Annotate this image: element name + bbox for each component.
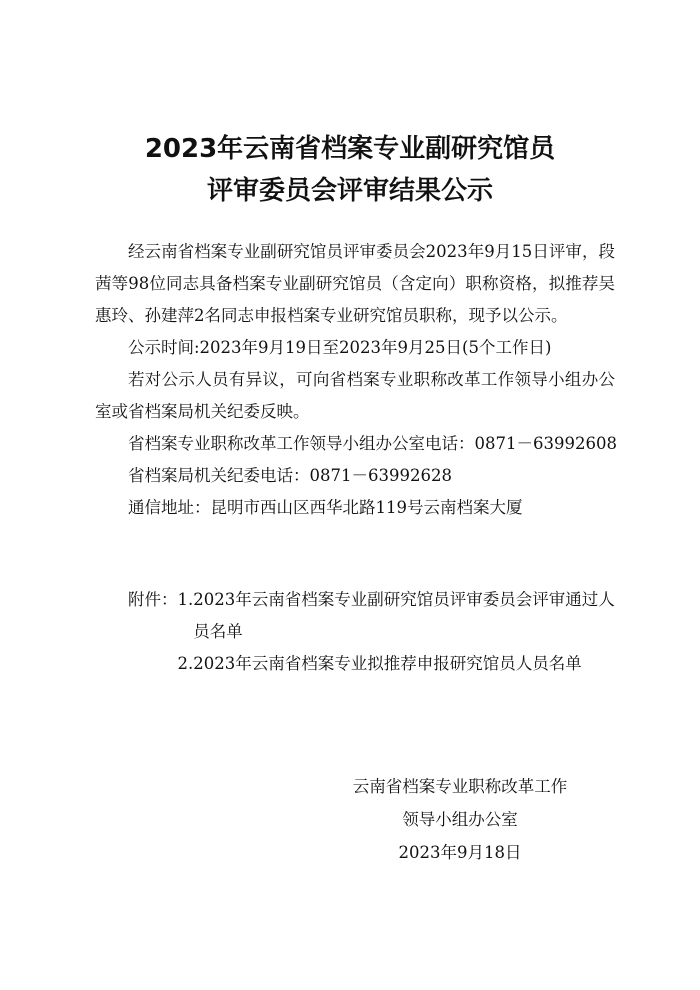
document-title	[0, 128, 700, 212]
signature-block	[320, 770, 600, 869]
attachment-number: 1.	[177, 590, 194, 609]
attachment-item	[178, 584, 616, 648]
attachment-item	[178, 648, 616, 680]
objection-paragraph: 若对公示人员有异议，可向省档案专业职称改革工作领导小组办公室或省档案局机关纪委反映。	[95, 370, 615, 421]
signature-org-line-2: 领导小组办公室	[402, 810, 518, 829]
attachments-list	[178, 584, 616, 680]
attachment-title: 2023年云南省档案专业拟推荐申报研究馆员人员名单	[193, 654, 582, 673]
discipline-phone: 省档案局机关纪委电话：0871－63992628	[128, 466, 452, 485]
document-body	[95, 236, 615, 524]
mailing-address: 通信地址：昆明市西山区西华北路119号云南档案大厦	[128, 498, 523, 517]
publicity-period: 公示时间:2023年9月19日至2023年9月25日(5个工作日)	[128, 338, 552, 357]
title-line-2: 评审委员会评审结果公示	[206, 176, 493, 206]
office-phone: 省档案专业职称改革工作领导小组办公室电话：0871－63992608	[128, 434, 617, 453]
title-line-1: 2023年云南省档案专业副研究馆员	[144, 134, 556, 164]
intro-paragraph: 经云南省档案专业副研究馆员评审委员会2023年9月15日评审，段茜等98位同志具备档案专业副研究馆员（含定向）职称资格，拟推荐吴惠玲、孙建萍2名同志申报档案专业研究馆员职称，现予以公示。	[95, 242, 615, 325]
signature-date: 2023年9月18日	[398, 843, 522, 862]
attachment-title: 2023年云南省档案专业副研究馆员评审委员会评审通过人员名单	[193, 590, 615, 641]
signature-org-line-1: 云南省档案专业职称改革工作	[352, 777, 568, 796]
attachment-number: 2.	[177, 654, 194, 673]
attachments-section	[95, 584, 615, 680]
attachments-label: 附件：	[128, 590, 178, 609]
